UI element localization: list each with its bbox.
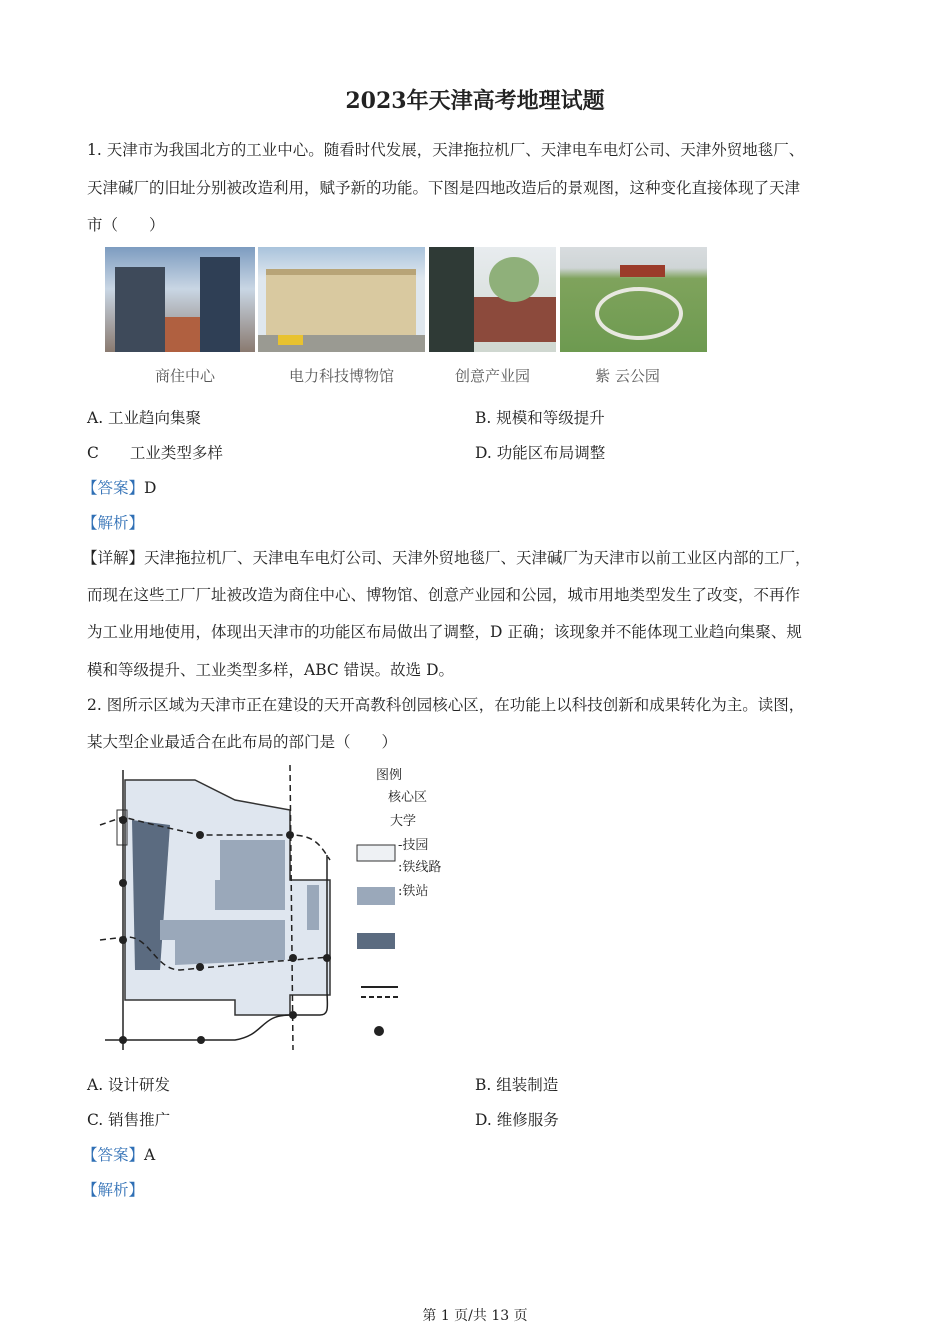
photo-caption: 紫 云公园 bbox=[595, 367, 660, 385]
detail-text: 模和等级提升、工业类型多样，ABC 错误。故选 D。 bbox=[87, 661, 455, 679]
legend-title: 图例 bbox=[376, 768, 403, 783]
legend-station-icon bbox=[374, 1026, 384, 1036]
legend-label: 核心区 bbox=[388, 790, 428, 805]
detail-label: 【详解】 bbox=[82, 549, 145, 567]
photo-commercial-center bbox=[105, 247, 255, 352]
legend-park-swatch bbox=[357, 887, 395, 905]
legend-label: :铁站 bbox=[398, 884, 429, 899]
option-b: B. 规模和等级提升 bbox=[475, 409, 605, 427]
q1-text-line: 1. 天津市为我国北方的工业中心。随看时代发展，天津拖拉机厂、天津电车电灯公司、天津外贸地毯厂、 bbox=[87, 141, 805, 159]
q1-text-line: 天津碱厂的旧址分别被改造利用，赋予新的功能。下图是四地改造后的景观图，这种变化直接体现了天津 bbox=[87, 179, 801, 197]
analysis-label: 【解析】 bbox=[82, 1181, 145, 1199]
page-title: 2023年天津高考地理试题 bbox=[345, 88, 605, 114]
q2-text-line: 2. 图所示区域为天津市正在建设的天开高教科创园核心区，在功能上以科技创新和成果转化为主。读图， bbox=[87, 696, 805, 714]
option-a: A. 工业趋向集聚 bbox=[87, 409, 202, 427]
option-a: A. 设计研发 bbox=[87, 1076, 171, 1094]
photo-creative-park bbox=[429, 247, 556, 352]
legend-core-swatch bbox=[357, 845, 395, 861]
option-c: C. 销售推广 bbox=[87, 1111, 171, 1129]
answer-value: A bbox=[144, 1146, 156, 1164]
answer-line bbox=[82, 1145, 155, 1165]
option-c: C 工业类型多样 bbox=[87, 444, 223, 462]
detail-line bbox=[82, 548, 811, 568]
photo-caption: 商住中心 bbox=[154, 367, 215, 385]
option-b: B. 组装制造 bbox=[475, 1076, 559, 1094]
science-park-area bbox=[307, 885, 319, 930]
photo-caption: 电力科技博物馆 bbox=[288, 367, 394, 385]
photo-ziyun-park bbox=[560, 247, 707, 352]
answer-line bbox=[82, 478, 156, 498]
detail-text: 为工业用地使用，体现出天津市的功能区布局做出了调整，D 正确；该现象并不能体现工业趋向集聚、规 bbox=[87, 623, 802, 641]
q1-text-line: 市（ ） bbox=[87, 216, 165, 234]
analysis-label: 【解析】 bbox=[82, 514, 145, 532]
legend-label: 大学 bbox=[390, 814, 417, 829]
option-d: D. 功能区布局调整 bbox=[475, 444, 606, 462]
detail-text: 天津拖拉机厂、天津电车电灯公司、天津外贸地毯厂、天津碱厂为天津市以前工业区内部的工厂， bbox=[144, 549, 811, 567]
detail-text: 而现在这些工厂厂址被改造为商住中心、博物馆、创意产业园和公园，城市用地类型发生了改变，不再作 bbox=[87, 586, 801, 604]
q2-text-line: 某大型企业最适合在此布局的部门是（ ） bbox=[87, 733, 398, 751]
legend-university-swatch bbox=[357, 933, 395, 949]
science-park-area bbox=[215, 840, 285, 910]
science-park-area bbox=[160, 920, 285, 965]
page-footer: 第 1 页/共 13 页 bbox=[422, 1308, 528, 1324]
photo-museum bbox=[258, 247, 425, 352]
park-map bbox=[95, 765, 475, 1055]
legend-label: -技园 bbox=[398, 838, 429, 853]
option-d: D. 维修服务 bbox=[475, 1111, 559, 1129]
legend-label: :铁线路 bbox=[398, 860, 442, 875]
answer-value: D bbox=[144, 479, 157, 497]
photo-caption: 创意产业园 bbox=[454, 367, 530, 385]
answer-label: 【答案】 bbox=[82, 479, 145, 497]
answer-label: 【答案】 bbox=[82, 1146, 145, 1164]
